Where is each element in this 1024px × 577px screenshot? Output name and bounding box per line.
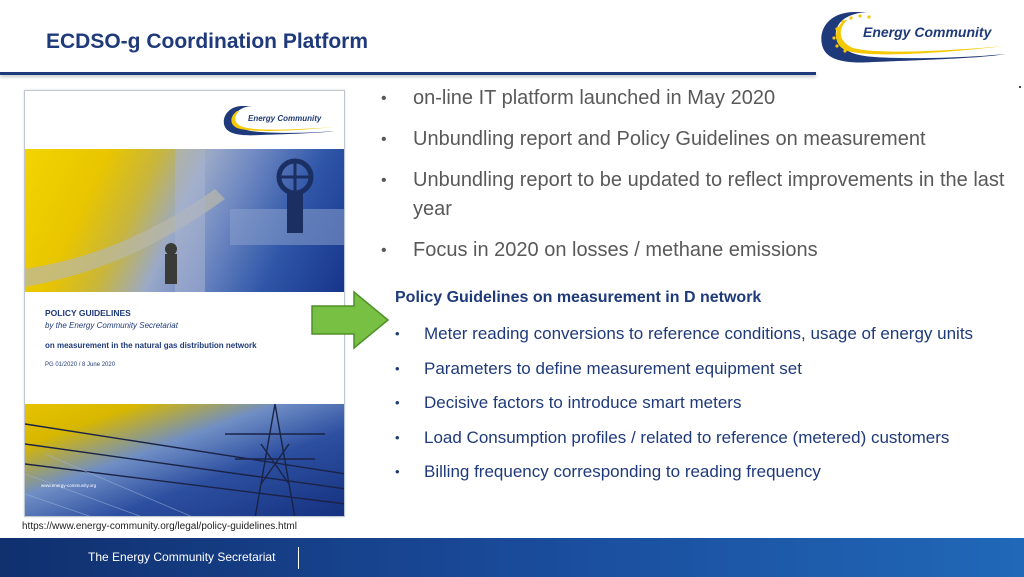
logo-text: Energy Community xyxy=(863,24,992,40)
policy-bullet-list xyxy=(395,323,995,496)
footer-bar xyxy=(0,538,1024,577)
policy-bullet-item: • Decisive factors to introduce smart meters xyxy=(395,392,995,414)
page-title: ECDSO-g Coordination Platform xyxy=(46,30,368,53)
bullet-item: • Unbundling report and Policy Guidelines on measurement xyxy=(380,125,1010,154)
cover-photo-pipeline xyxy=(25,149,345,292)
source-link[interactable]: https://www.energy-community.org/legal/policy-guidelines.html xyxy=(22,521,297,532)
main-bullet-list xyxy=(380,84,1010,277)
energy-community-logo xyxy=(815,6,1015,64)
cover-author: by the Energy Community Secretariat xyxy=(45,321,178,330)
footer-text: The Energy Community Secretariat xyxy=(88,550,276,564)
cover-reference: PG 01/2020 / 8 June 2020 xyxy=(45,362,116,368)
pylon-illustration xyxy=(25,404,345,517)
document-cover-image xyxy=(24,90,345,517)
bullet-item: • Unbundling report to be updated to reflect improvements in the last year xyxy=(380,166,1010,224)
cover-title: POLICY GUIDELINES xyxy=(45,308,131,318)
bullet-item: • on-line IT platform launched in May 2020 xyxy=(380,84,1010,113)
pipeline-illustration xyxy=(25,149,345,292)
policy-bullet-item: • Billing frequency corresponding to reading frequency xyxy=(395,461,995,483)
cover-text-block xyxy=(45,308,335,368)
decorative-dot xyxy=(1019,86,1021,88)
cover-photo-power-lines xyxy=(25,404,345,517)
title-divider xyxy=(0,72,816,75)
policy-bullet-item: • Meter reading conversions to reference conditions, usage of energy units xyxy=(395,323,995,345)
policy-bullet-item: • Load Consumption profiles / related to reference (metered) customers xyxy=(395,427,995,449)
cover-url: www.energy-community.org xyxy=(41,483,97,488)
policy-section-heading: Policy Guidelines on measurement in D network xyxy=(395,289,762,306)
bullet-item: • Focus in 2020 on losses / methane emissions xyxy=(380,236,1010,265)
footer-divider xyxy=(298,547,299,569)
right-arrow-icon xyxy=(310,290,390,350)
cover-subject: on measurement in the natural gas distribution network xyxy=(45,341,257,350)
cover-logo-text: Energy Community xyxy=(248,114,322,123)
policy-bullet-item: • Parameters to define measurement equipment set xyxy=(395,358,995,380)
